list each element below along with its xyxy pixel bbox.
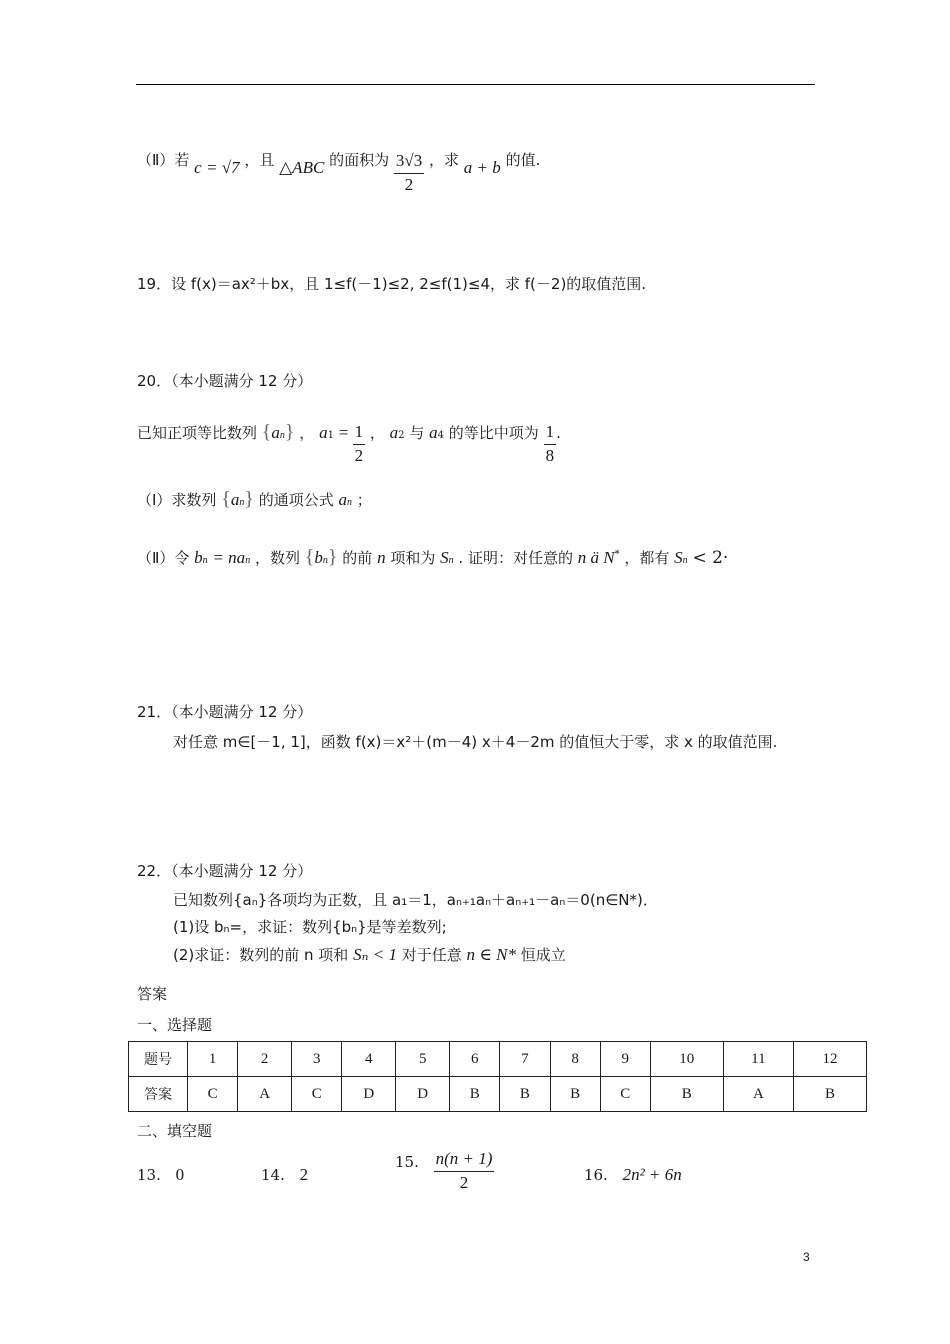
c-expression: c = √7 [194,158,240,178]
fill-answer-14: 14. 2 [261,1165,309,1184]
q21-title: 21．（本小题满分 12 分） [137,703,313,721]
a-plus-b: a + b [463,158,501,178]
table-cell: 9 [600,1042,650,1077]
section-fill-heading: 二、填空题 [137,1122,213,1140]
table-cell: B [650,1077,723,1112]
eighth-fraction: $\frac{1}{8}$ [545,422,555,465]
fill-15-fraction: $\frac{n(n + 1)}{2}$ [435,1149,493,1192]
table-cell: 7 [500,1042,550,1077]
table-cell: 5 [396,1042,450,1077]
header-rule [136,84,815,85]
q21-text: 对任意 m∈[－1, 1]，函数 f(x)＝x²＋(m－4) x＋4－2m 的值恒大于零，求 x 的取值范围. [173,733,778,751]
table-cell: D [396,1077,450,1112]
q22-line1: 已知数列{aₙ}各项均为正数，且 a₁＝1，aₙ₊₁aₙ＋aₙ₊₁－aₙ＝0(n∈N*)． [173,891,658,909]
table-cell: A [723,1077,793,1112]
table-cell: 6 [450,1042,500,1077]
table-cell: 1 [188,1042,238,1077]
fill-answer-16: 16. 2n² + 6n [584,1165,682,1184]
table-cell: B [550,1077,600,1112]
table-cell: 2 [238,1042,292,1077]
q19-text: 19．设 f(x)＝ax²＋bx，且 1≤f(－1)≤2, 2≤f(1)≤4，求 f(－2)的取值范围. [137,275,647,293]
page-number: 3 [803,1250,810,1264]
q22-line3: (2)求证：数列的前 n 项和 Sₙ < 1 对于任意 n ∈ N* 恒成立 [173,945,566,964]
table-row-numbers [129,1042,867,1077]
answer-table [128,1041,867,1112]
answers-heading: 答案 [137,985,168,1003]
table-cell: C [188,1077,238,1112]
q18-part2: （Ⅱ）若 c = √7 ，且 △ABC 的面积为 $\frac{3√3}{2}$ ，求 a + b 的值. [137,151,541,194]
table-cell: 4 [342,1042,396,1077]
table-cell: D [342,1077,396,1112]
q20-title: 20．（本小题满分 12 分） [137,372,313,390]
q22-title: 22．（本小题满分 12 分） [137,862,313,880]
half-fraction: $\frac{1}{2}$ [354,422,364,465]
table-cell: A [238,1077,292,1112]
table-cell: C [600,1077,650,1112]
fill-answer-15: 15. $\frac{n(n + 1)}{2}$ [395,1149,493,1192]
table-cell: 11 [723,1042,793,1077]
table-cell: 12 [794,1042,867,1077]
table-header-number: 题号 [129,1042,188,1077]
table-header-answer: 答案 [129,1077,188,1112]
table-row-choices [129,1077,867,1112]
table-cell: B [450,1077,500,1112]
fill-answer-13: 13. 0 [137,1165,185,1184]
q20-intro: 已知正项等比数列 {an} ， a1 = $\frac{1}{2}$ ， a2 与 a4 的等比中项为 $\frac{1}{8}$ . [137,421,561,465]
q20-part1: （Ⅰ）求数列 {an} 的通项公式 an ； [137,488,372,510]
table-cell: B [500,1077,550,1112]
table-cell: 3 [292,1042,342,1077]
table-cell: C [292,1077,342,1112]
table-cell: 8 [550,1042,600,1077]
area-fraction: $\frac{3√3}{2}$ [395,151,423,194]
table-cell: B [794,1077,867,1112]
section-choice-heading: 一、选择题 [137,1016,213,1034]
q20-part2: （Ⅱ）令 bn = nan ，数列 {bn} 的前 n 项和为 Sn . 证明：对任意的 n ä N* ，都有 Sn < 2· [137,546,729,568]
triangle-abc: △ABC [279,158,325,178]
table-cell: 10 [650,1042,723,1077]
q22-line2: (1)设 bₙ=，求证：数列{bₙ}是等差数列; [173,918,447,936]
